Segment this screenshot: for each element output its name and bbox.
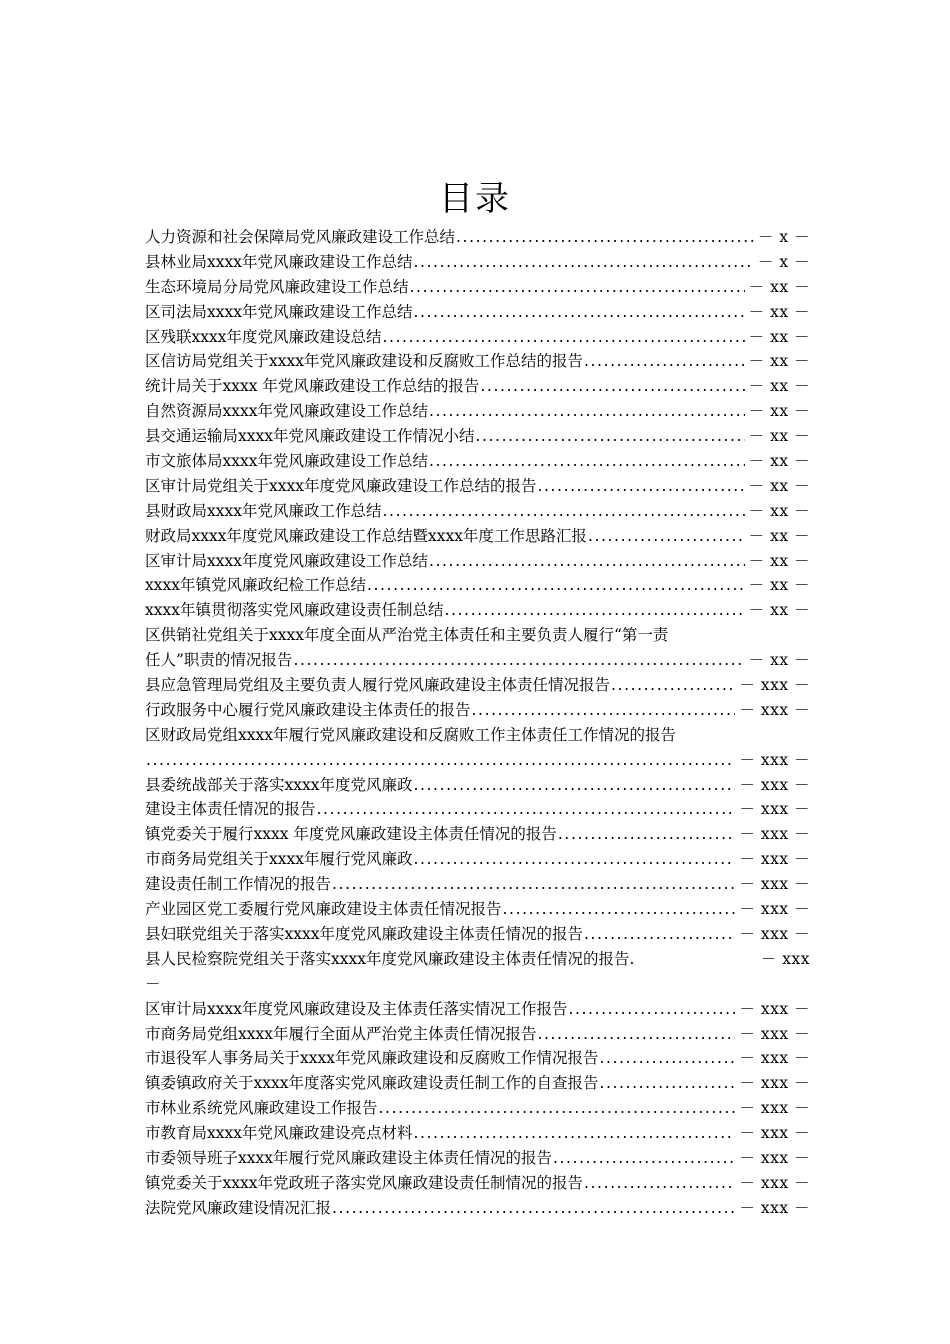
dot-leader (610, 673, 735, 698)
toc-entry[interactable] (145, 424, 810, 449)
toc-entry-title: 县交通运输局xxxx年党风廉政建设工作情况小结 (145, 427, 475, 446)
toc-entry-row (145, 648, 810, 673)
dot-leader (381, 499, 744, 524)
toc-entry[interactable] (145, 922, 810, 947)
toc-page-number: － xx － (748, 651, 810, 670)
toc-entry[interactable] (145, 1022, 810, 1047)
dot-leader (474, 424, 744, 449)
toc-entry[interactable] (145, 349, 810, 374)
toc-entry-row (145, 275, 810, 300)
toc-entry[interactable] (145, 474, 810, 499)
dot-leader (412, 300, 744, 325)
toc-entry-row (145, 1071, 810, 1096)
toc-entry[interactable] (145, 1071, 810, 1096)
toc-entry-row (145, 573, 810, 598)
toc-entry-row (145, 598, 810, 623)
toc-page-number: － xxx － (739, 900, 810, 919)
toc-entry-title: 财政局xxxx年度党风廉政建设工作总结暨xxxx年度工作思路汇报 (145, 526, 587, 545)
toc-entry-title: 市教育局xxxx年党风廉政建设亮点材料 (145, 1124, 413, 1143)
toc-page-number: － xxx － (739, 825, 810, 844)
toc-page-number: － xx － (748, 476, 810, 495)
toc-entry-row (145, 325, 810, 350)
dot-leader (428, 549, 745, 574)
toc-entry-title: xxxx年镇党风廉政纪检工作总结 (145, 576, 366, 595)
toc-entry-title: 县妇联党组关于落实xxxx年度党风廉政建设主体责任情况的报告 (145, 924, 583, 943)
toc-entry-row (145, 1196, 810, 1221)
toc-page-number-wrap: － (145, 974, 161, 993)
dot-leader (412, 847, 735, 872)
toc-entry-row (145, 773, 810, 798)
dot-leader (412, 250, 753, 275)
dot-leader (331, 1196, 735, 1221)
dot-leader (428, 449, 745, 474)
toc-entry[interactable] (145, 275, 810, 300)
toc-page-number: － xxx － (739, 1198, 810, 1217)
toc-entry-row (145, 872, 810, 897)
toc-entry-title: 市商务局党组关于xxxx年履行党风廉政 (145, 850, 413, 869)
dot-leader (316, 797, 736, 822)
dot-leader (471, 698, 736, 723)
toc-entry-row (145, 374, 810, 399)
toc-page-number: － xxx － (739, 1074, 810, 1093)
dot-leader (552, 1146, 735, 1171)
toc-entry-row (145, 1096, 810, 1121)
toc-entry-row (145, 847, 810, 872)
toc-entry-row (145, 797, 810, 822)
toc-page-number: － xxx － (739, 676, 810, 695)
dot-leader (381, 325, 744, 350)
toc-entry-title: 市委领导班子xxxx年履行党风廉政建设主体责任情况的报告 (145, 1148, 552, 1167)
toc-entry-row (145, 922, 810, 947)
dot-leader (567, 997, 735, 1022)
dot-leader (557, 822, 736, 847)
toc-entry-title: 统计局关于xxxx 年党风廉政建设工作总结的报告 (145, 377, 480, 396)
toc-entry-title: 区供销社党组关于xxxx年度全面从严治党主体责任和主要负责人履行“第一责 (145, 626, 669, 645)
toc-entry-title: 镇党委关于履行xxxx 年度党风廉政建设主体责任情况的报告 (145, 825, 557, 844)
toc-entry[interactable] (145, 947, 810, 997)
toc-entry-row (145, 673, 810, 698)
toc-entry[interactable] (145, 673, 810, 698)
toc-entry-row (145, 225, 810, 250)
toc-entry[interactable] (145, 598, 810, 623)
toc-entry-row (145, 449, 810, 474)
toc-page-number: － xxx － (739, 1024, 810, 1043)
toc-entry-row (145, 748, 810, 773)
toc-entry[interactable] (145, 449, 810, 474)
toc-entry-row (145, 1121, 810, 1146)
toc-page-number: － xx － (748, 327, 810, 346)
toc-entry[interactable] (145, 822, 810, 847)
toc-page-number: － xxx － (739, 700, 810, 719)
toc-entry-title: 市林业系统党风廉政建设工作报告 (145, 1099, 378, 1118)
toc-entry[interactable] (145, 1121, 810, 1146)
toc-page-number: － xxx － (739, 875, 810, 894)
toc-entry[interactable] (145, 698, 810, 723)
toc-entry-title: 县人民检察院党组关于落实xxxx年度党风廉政建设主体责任情况的报告. (145, 949, 635, 968)
toc-entry-row (145, 424, 810, 449)
toc-page-number: － xx － (748, 352, 810, 371)
toc-page-number: － xx － (748, 551, 810, 570)
toc-entry-row (145, 822, 810, 847)
dot-leader (536, 474, 744, 499)
toc-entry[interactable] (145, 524, 810, 549)
toc-entry-title: 区残联xxxx年度党风廉政建设总结 (145, 327, 382, 346)
toc-page-number: － x － (757, 228, 810, 246)
toc-entry-title: 县委统战部关于落实xxxx年度党风廉政 (145, 775, 413, 794)
toc-page-number: － xx － (748, 601, 810, 620)
dot-leader (366, 573, 745, 598)
toc-entry-row (145, 300, 810, 325)
toc-entry-title: 市文旅体局xxxx年党风廉政建设工作总结 (145, 452, 428, 471)
toc-entry-title: 区审计局党组关于xxxx年度党风廉政建设工作总结的报告 (145, 476, 537, 495)
toc-entry-row (145, 698, 810, 723)
toc-entry-title: 市商务局党组xxxx年履行全面从严治党主体责任情况报告 (145, 1024, 537, 1043)
toc-entry-row (145, 947, 810, 972)
dot-leader (292, 648, 744, 673)
dot-leader (409, 275, 745, 300)
toc-entry[interactable] (145, 225, 810, 250)
toc-entry[interactable] (145, 1096, 810, 1121)
toc-entry[interactable] (145, 1196, 810, 1221)
toc-entry-row (145, 474, 810, 499)
dot-leader (502, 897, 736, 922)
dot-leader (378, 1096, 736, 1121)
toc-entry-title: 生态环境局分局党风廉政建设工作总结 (145, 277, 409, 296)
toc-page-number: － x － (757, 252, 810, 271)
toc-entry-title: 自然资源局xxxx年党风廉政建设工作总结 (145, 402, 428, 421)
toc-entry[interactable] (145, 997, 810, 1022)
toc-entry-title: 行政服务中心履行党风廉政建设主体责任的报告 (145, 700, 471, 719)
toc-entry[interactable] (145, 897, 810, 922)
toc-page-number: － xx － (748, 526, 810, 545)
toc-entry[interactable] (145, 399, 810, 424)
toc-page-number: － xxx － (739, 800, 810, 819)
toc-entry-title: 镇党委关于xxxx年党政班子落实党风廉政建设责任制情况的报告 (145, 1173, 583, 1192)
dot-leader (583, 1171, 735, 1196)
dot-leader (583, 349, 745, 374)
dot-leader (443, 598, 744, 623)
toc-entry-row (145, 1171, 810, 1196)
toc-page-number: － xx － (748, 427, 810, 446)
toc-entry[interactable] (145, 325, 810, 350)
toc-page-number: － xx － (748, 402, 810, 421)
toc-entry-row (145, 499, 810, 524)
toc-page-number: － xx － (748, 377, 810, 396)
toc-entry[interactable] (145, 250, 810, 275)
table-of-contents (145, 225, 810, 1221)
toc-entry[interactable] (145, 847, 810, 872)
toc-entry[interactable] (145, 1046, 810, 1071)
toc-entry-row (145, 1022, 810, 1047)
dot-leader (598, 1071, 735, 1096)
toc-entry-row (145, 524, 810, 549)
toc-entry-title: 区财政局党组xxxx年履行党风廉政建设和反腐败工作主体责任工作情况的报告 (145, 725, 676, 744)
toc-page-number: － xx － (748, 576, 810, 595)
toc-entry-row (145, 549, 810, 574)
dot-leader (412, 773, 735, 798)
toc-entry-title: 区司法局xxxx年党风廉政建设工作总结 (145, 302, 413, 321)
toc-page-number: － xxx － (739, 1124, 810, 1143)
toc-entry[interactable] (145, 300, 810, 325)
toc-entry-title: 镇委镇政府关于xxxx年度落实党风廉政建设责任制工作的自查报告 (145, 1074, 599, 1093)
toc-entry-title-continued: 任人”职责的情况报告 (145, 651, 293, 670)
toc-entry-title: xxxx年镇贯彻落实党风廉政建设责任制总结 (145, 601, 444, 620)
dot-leader (587, 524, 745, 549)
dot-leader (598, 1046, 735, 1071)
toc-entry-title: 县财政局xxxx年党风廉政工作总结 (145, 501, 382, 520)
toc-page-number: － xx － (748, 501, 810, 520)
dot-leader (331, 872, 735, 897)
dot-leader (479, 374, 744, 399)
toc-entry[interactable] (145, 1171, 810, 1196)
toc-entry-title: 建设责任制工作情况的报告 (145, 875, 332, 894)
dot-leader (412, 1121, 735, 1146)
toc-page-number: － xxx － (739, 750, 810, 769)
toc-entry-title: 区审计局xxxx年度党风廉政建设及主体责任落实情况工作报告 (145, 999, 568, 1018)
toc-entry-title: 县应急管理局党组及主要负责人履行党风廉政建设主体责任情况报告 (145, 676, 611, 695)
toc-entry[interactable] (145, 573, 810, 598)
toc-entry[interactable] (145, 773, 810, 798)
toc-page-number: － xx － (748, 452, 810, 471)
toc-page-number: － xxx － (739, 775, 810, 794)
toc-entry[interactable] (145, 374, 810, 399)
toc-entry-title: 建设主体责任情况的报告 (145, 800, 316, 819)
toc-entry-row (145, 250, 810, 275)
toc-title: 目录 (439, 179, 511, 219)
toc-entry-row (145, 897, 810, 922)
dot-leader (583, 922, 735, 947)
toc-entry-row (145, 1046, 810, 1071)
toc-page-number: － xxx － (739, 1099, 810, 1118)
toc-entry-row (145, 349, 810, 374)
toc-entry[interactable] (145, 499, 810, 524)
toc-page-number: － xxx － (739, 850, 810, 869)
toc-page-number: － xx － (748, 277, 810, 296)
toc-entry[interactable] (145, 872, 810, 897)
toc-page-number: － xxx － (739, 1049, 810, 1068)
toc-page-number: － xxx (760, 949, 810, 968)
toc-entry-title: 区审计局xxxx年度党风廉政建设工作总结 (145, 551, 428, 570)
toc-page-number: － xxx － (739, 999, 810, 1018)
toc-entry-title: 产业园区党工委履行党风廉政建设主体责任情况报告 (145, 900, 502, 919)
dot-leader (145, 748, 735, 773)
dot-leader (455, 225, 754, 250)
toc-entry-title: 人力资源和社会保障局党风廉政建设工作总结 (145, 228, 456, 246)
toc-entry[interactable] (145, 549, 810, 574)
toc-entry-title: 法院党风廉政建设情况汇报 (145, 1198, 332, 1217)
toc-entry-row (145, 997, 810, 1022)
toc-page-number: － xxx － (739, 1173, 810, 1192)
toc-entry-title: 县林业局xxxx年党风廉政建设工作总结 (145, 252, 413, 271)
toc-page-number: － xx － (748, 302, 810, 321)
toc-entry[interactable] (145, 623, 810, 673)
toc-entry-title: 区信访局党组关于xxxx年党风廉政建设和反腐败工作总结的报告 (145, 352, 583, 371)
toc-entry[interactable] (145, 723, 810, 773)
toc-page-number: － xxx － (739, 924, 810, 943)
toc-page-number: － xxx － (739, 1148, 810, 1167)
dot-leader (536, 1022, 735, 1047)
toc-entry-title: 市退役军人事务局关于xxxx年党风廉政建设和反腐败工作情况报告 (145, 1049, 599, 1068)
toc-entry-row (145, 1146, 810, 1171)
toc-entry[interactable] (145, 1146, 810, 1171)
dot-leader (428, 399, 745, 424)
toc-entry[interactable] (145, 797, 810, 822)
toc-entry-row (145, 399, 810, 424)
